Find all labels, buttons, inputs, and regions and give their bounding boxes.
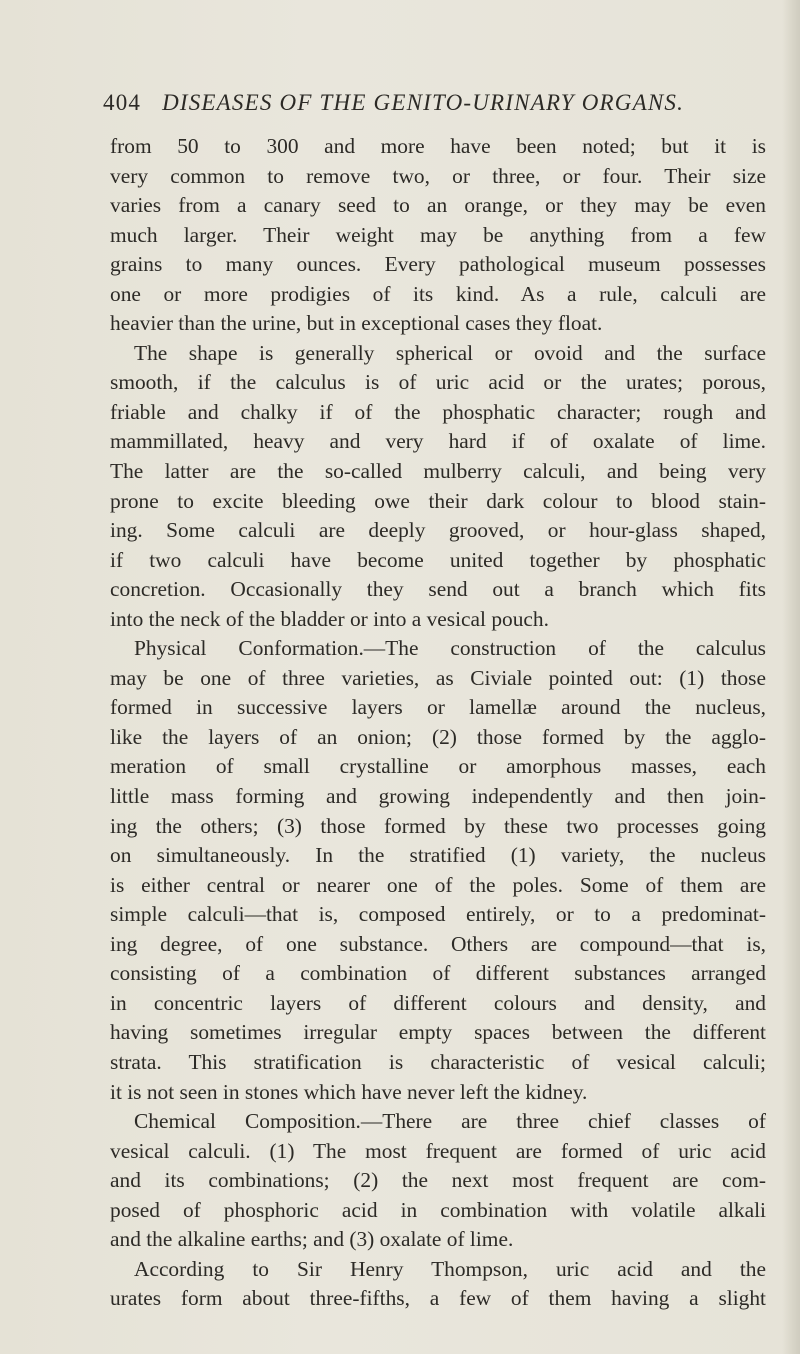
text-line: from 50 to 300 and more have been noted; but it is [110,134,766,158]
text-line: very common to remove two, or three, or four. Their size [110,163,766,188]
text-line: Chemical Composition.—There are three chief classes of [134,1109,766,1134]
text-line: prone to excite bleeding owe their dark colour to blood stain- [110,488,766,513]
text-line: ing. Some calculi are deeply grooved, or hour-glass shaped, [110,518,766,543]
text-line: The shape is generally spherical or ovoid and the surface [134,340,766,365]
running-title: DISEASES OF THE GENITO-URINARY ORGANS. [162,90,685,115]
text-line: According to Sir Henry Thompson, uric acid and the [134,1256,766,1281]
text-line: and the alkaline earths; and (3) oxalate of lime. [110,1227,514,1252]
text-line: is either central or nearer one of the poles. Some of them are [110,872,766,897]
text-line: heavier than the urine, but in exceptional cases they float. [110,311,603,336]
text-line: vesical calculi. (1) The most frequent are formed of uric acid [110,1138,766,1163]
text-line: may be one of three varieties, as Civiale pointed out: (1) those [110,665,766,690]
text-line: posed of phosphoric acid in combination with volatile alkali [110,1197,766,1222]
text-line: ing degree, of one substance. Others are compound—that is, [110,931,766,956]
running-header [103,90,723,116]
text-line: mammillated, heavy and very hard if of oxalate of lime. [110,429,766,454]
text-line: The latter are the so-called mulberry calculi, and being very [110,459,766,484]
text-line: meration of small crystalline or amorphous masses, each [110,754,766,779]
text-line: and its combinations; (2) the next most frequent are com- [110,1168,766,1193]
text-line: varies from a canary seed to an orange, or they may be even [110,193,766,218]
text-line: one or more prodigies of its kind. As a rule, calculi are [110,281,766,306]
text-line: ing the others; (3) those formed by these two processes going [110,813,766,838]
text-line: in concentric layers of different colours and density, and [110,990,766,1015]
text-line: formed in successive layers or lamellæ around the nucleus, [110,695,766,720]
text-line: consisting of a combination of different substances arranged [110,961,766,986]
text-line: Physical Conformation.—The construction of the calculus [134,636,766,661]
text-line: simple calculi—that is, composed entirely, or to a predominat- [110,902,766,927]
text-line: on simultaneously. In the stratified (1) variety, the nucleus [110,843,766,868]
text-line: urates form about three-fifths, a few of them having a slight [110,1286,766,1311]
page-number: 404 [103,90,142,115]
page-edge-shadow [782,0,800,1354]
text-line: concretion. Occasionally they send out a branch which fits [110,577,766,602]
text-line: strata. This stratification is characteristic of vesical calculi; [110,1049,766,1074]
text-line: having sometimes irregular empty spaces between the different [110,1020,766,1045]
text-line: smooth, if the calculus is of uric acid or the urates; porous, [110,370,766,395]
text-line: if two calculi have become united together by phosphatic [110,547,766,572]
text-line: friable and chalky if of the phosphatic character; rough and [110,399,766,424]
text-line: like the layers of an onion; (2) those formed by the agglo- [110,724,766,749]
text-line: much larger. Their weight may be anything from a few [110,222,766,247]
text-line: it is not seen in stones which have never left the kidney. [110,1079,588,1104]
text-line: little mass forming and growing independently and then join- [110,784,766,809]
text-line: grains to many ounces. Every pathological museum possesses [110,252,766,277]
text-line: into the neck of the bladder or into a vesical pouch. [110,606,549,631]
body-text [110,132,766,1314]
